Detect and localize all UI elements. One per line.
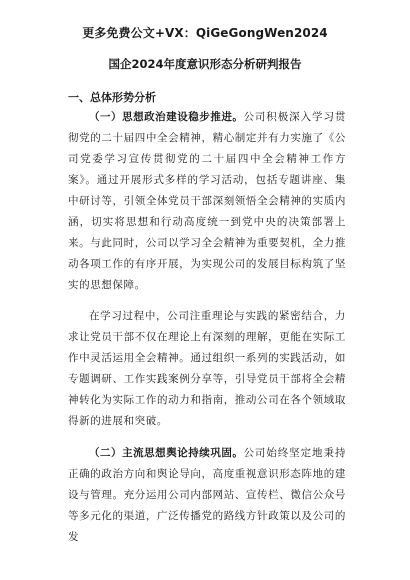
header-watermark: 更多免费公文+VX：QiGeGongWen2024 [82, 26, 328, 40]
paragraph-3-body: 公司始终坚定地秉持正确的政治方向和舆论导向，高度重视意识形态阵地的建设与管理。充分运用公司内部网站、宣传栏、微信公众号等多元化的渠道，广泛传播党的路线方针政策以及公司的发 [68, 447, 346, 543]
paragraph-2 [68, 306, 346, 432]
paragraph-1 [68, 107, 346, 296]
paragraph-3-lead: （二）主流思想舆论持续巩固。 [89, 447, 244, 459]
paragraph-3 [68, 443, 346, 548]
paragraph-1-body: 公司积极深入学习贯彻党的二十届四中全会精神，精心制定并有力实施了《公司党委学习宣传贯彻党的二十届四中全会精神工作方案》。通过开展形式多样的学习活动，包括专题讲座、集中研讨等，引领全体党员干部深刻领悟全会精神的实质内涵，切实将思想和行动高度统一到党中央的决策部署上来。与此同时，公司以学习全会精神为重要契机，全力推动各项工作的有序开展，为实现公司的发展目标构筑了坚实的思想保障。 [68, 111, 346, 291]
paragraph-1-lead: （一）思想政治建设稳步推进。 [89, 111, 244, 123]
report-title: 国企2024年度意识形态分析研判报告 [108, 57, 302, 71]
paragraph-2-body: 在学习过程中，公司注重理论与实践的紧密结合，力求让党员干部不仅在理论上有深刻的理解，更能在实际工作中灵活运用全会精神。通过组织一系列的实践活动，如专题调研、工作实践案例分享等，引导党员干部将全会精神转化为实际工作的动力和指南，推动公司在各个领域取得新的进展和突破。 [68, 310, 346, 427]
section-heading: 一、总体形势分析 [68, 91, 156, 104]
